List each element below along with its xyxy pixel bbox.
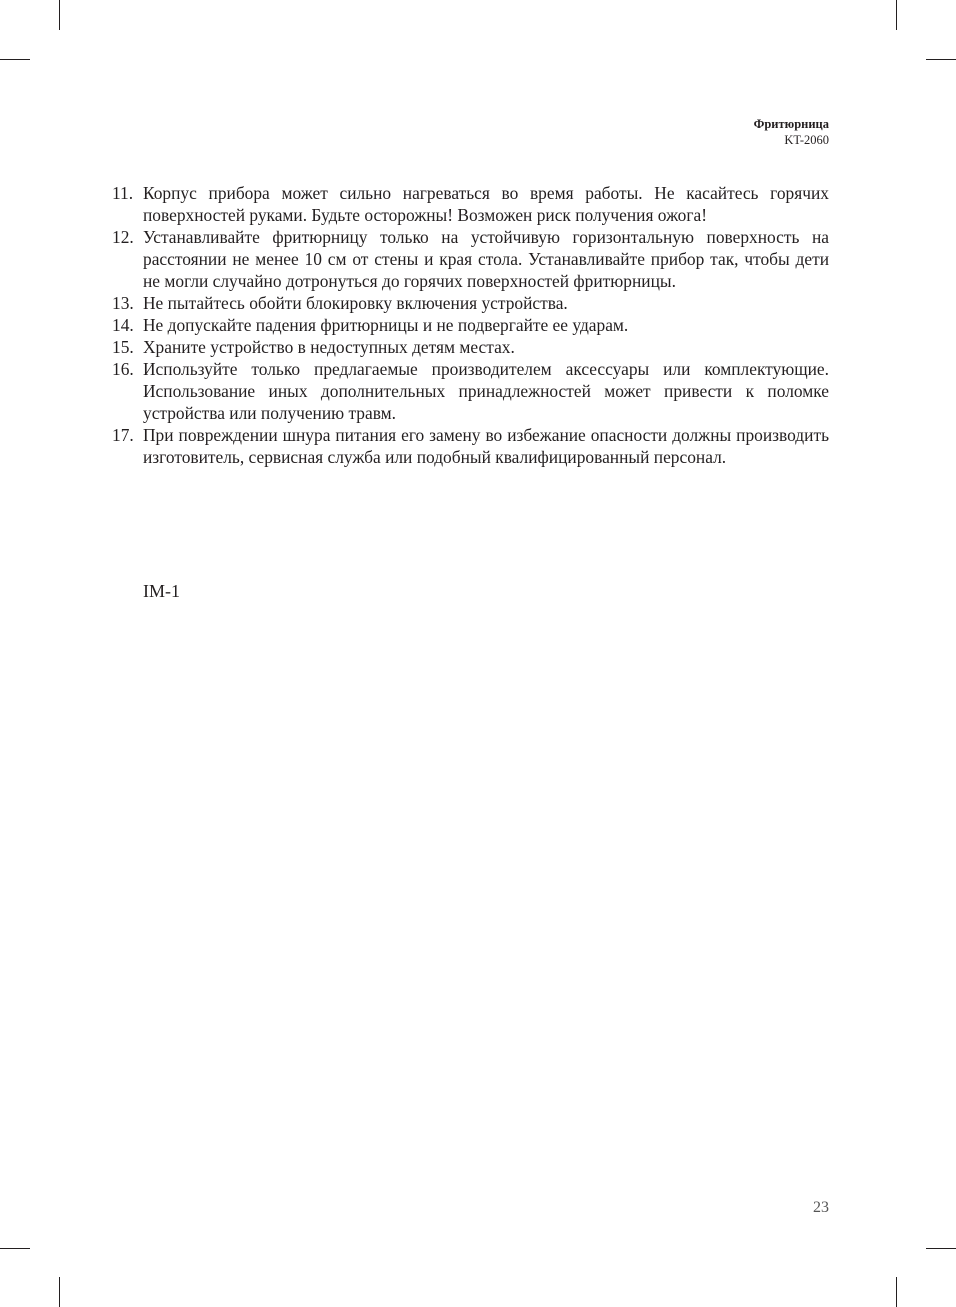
product-model: KT-2060 [784, 133, 829, 147]
item-text: При повреждении шнура питания его замену во избежание опасности должны производить изготовитель, сервисная служба или подобный квалифицированный персонал. [143, 425, 829, 467]
crop-mark-bottom-left-horizontal [0, 1248, 30, 1249]
item-text: Корпус прибора может сильно нагреваться во время работы. Не касайтесь горячих поверхностей руками. Будьте осторожны! Возможен риск получения ожога! [143, 183, 829, 225]
list-item [112, 358, 829, 424]
item-number: 16. [112, 359, 134, 379]
item-number: 14. [112, 315, 134, 335]
crop-mark-bottom-left-vertical [59, 1277, 60, 1307]
crop-mark-top-right-vertical [896, 0, 897, 30]
list-item [112, 314, 829, 336]
item-number: 15. [112, 337, 134, 357]
item-text: Храните устройство в недоступных детям местах. [143, 337, 515, 357]
list-item [112, 292, 829, 314]
item-text: Используйте только предлагаемые производителем аксессуары или комплектующие. Использование иных дополнительных принадлежностей может привести к поломке устройства или получению травм. [143, 359, 829, 423]
list-item [112, 424, 829, 468]
item-text: Устанавливайте фритюрницу только на устойчивую горизонтальную поверхность на расстоянии не менее 10 см от стены и края стола. Устанавливайте прибор так, чтобы дети не могли случайно дотронуться до горячих поверхностей фритюрницы. [143, 227, 829, 291]
safety-instructions-list [112, 182, 829, 468]
list-item [112, 182, 829, 226]
crop-mark-bottom-right-vertical [896, 1277, 897, 1307]
item-text: Не допускайте падения фритюрницы и не подвергайте ее ударам. [143, 315, 629, 335]
product-title: Фритюрница [753, 117, 829, 131]
crop-mark-top-left-horizontal [0, 59, 30, 60]
list-item [112, 336, 829, 358]
crop-mark-top-left-vertical [59, 0, 60, 30]
list-item [112, 226, 829, 292]
item-number: 12. [112, 227, 134, 247]
item-text: Не пытайтесь обойти блокировку включения устройства. [143, 293, 568, 313]
page-header [754, 116, 829, 148]
item-number: 11. [112, 183, 134, 203]
crop-mark-top-right-horizontal [926, 59, 956, 60]
item-number: 17. [112, 425, 134, 445]
page-number: 23 [813, 1199, 829, 1216]
crop-mark-bottom-right-horizontal [926, 1248, 956, 1249]
document-code: IM-1 [143, 581, 180, 601]
item-number: 13. [112, 293, 134, 313]
